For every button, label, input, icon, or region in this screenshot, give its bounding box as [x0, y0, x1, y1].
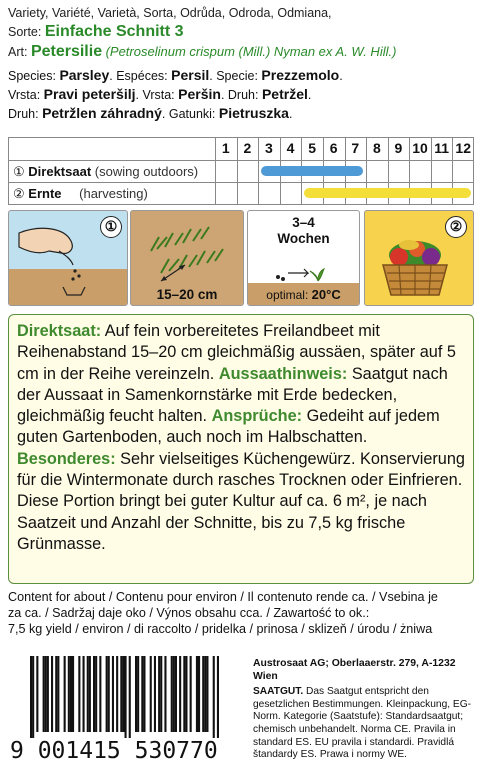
barcode-bar — [154, 656, 156, 732]
optimal-label: optimal: — [266, 288, 309, 302]
calendar-row-harvest — [13, 186, 148, 202]
barcode-bar — [164, 656, 166, 732]
barcode-bar — [99, 656, 101, 732]
keyword-besonderes: Besonderes: — [17, 449, 116, 468]
step-1-marker: ① — [100, 216, 122, 238]
barcode-bar — [70, 656, 72, 732]
keyword-ansprueche: Ansprüche: — [211, 407, 303, 426]
month-number: 10 — [412, 140, 428, 156]
month-number: 1 — [221, 140, 230, 156]
growing-calendar — [8, 137, 474, 205]
barcode-bar — [93, 656, 95, 732]
barcode-bar — [150, 656, 152, 732]
harvest-period-bar — [304, 188, 471, 198]
barcode-bar — [213, 656, 215, 738]
month-number: 8 — [372, 140, 381, 156]
barcode-bar — [57, 656, 59, 732]
barcode-bar — [183, 656, 185, 732]
instr-text: Sehr vielseitiges Küchengewürz. Konservierung für die Wintermonate durch rasches Trocknen oder Einfrieren. — [17, 449, 465, 490]
barcode-bar — [89, 656, 91, 732]
barcode-bar — [173, 656, 175, 732]
trans-label: Vrsta: — [142, 88, 175, 102]
barcode-bar — [87, 656, 89, 732]
trans-label: Vrsta: — [8, 88, 41, 102]
barcode-bar — [158, 656, 160, 732]
barcode-bar — [185, 656, 187, 732]
barcode-bar — [122, 656, 124, 732]
trans-value: Persil — [171, 67, 210, 83]
barcode-bar — [190, 656, 192, 732]
barcode-bar — [202, 656, 204, 732]
barcode — [8, 654, 242, 764]
trans-label: Specie: — [216, 69, 258, 83]
barcode-bar — [206, 656, 208, 732]
instr-text: Auf fein vorbereitetes Freilandbeet mit Reihenabstand 15–20 cm gleichmäßig aussäen, später auf 5 cm in der Reihe vereinzeln. — [17, 322, 456, 383]
trans-label: Species: — [8, 69, 56, 83]
translation-row-1: Species: Parsley. Espéces: Persil. Specie: Prezzemolo. — [8, 67, 343, 83]
month-number: 6 — [329, 140, 338, 156]
barcode-bar — [72, 656, 74, 732]
barcode-bar — [137, 656, 139, 732]
barcode-bar — [95, 656, 97, 732]
spacing-label: 15–20 cm — [156, 287, 218, 302]
month-number: 12 — [455, 140, 471, 156]
barcode-bar — [51, 656, 53, 732]
barcode-bar — [83, 656, 85, 732]
content-note — [8, 590, 478, 637]
trans-value: Parsley — [59, 67, 110, 83]
saatgut-label: SAATGUT. — [253, 686, 304, 698]
seed-header — [8, 6, 476, 125]
germination-pictogram — [247, 210, 360, 306]
barcode-bar — [108, 656, 110, 732]
optimal-value: 20°C — [311, 287, 341, 302]
footer — [8, 654, 476, 764]
instr-text: Gedeiht auf jedem guten Gartenboden, auch noch im Halbschatten. — [17, 407, 440, 447]
species-name: Petersilie — [30, 43, 103, 60]
instructions-box — [8, 314, 474, 584]
barcode-bar — [175, 656, 177, 732]
variety-row — [8, 24, 476, 44]
barcode-bar — [125, 656, 127, 738]
barcode-bar — [55, 656, 57, 732]
languages-text: Variety, Variété, Varietà, Sorta, Odrůda, Odroda, Odmiana, — [8, 6, 332, 20]
barcode-bar — [143, 656, 145, 732]
barcode-bar — [120, 656, 122, 732]
instructions-paragraph — [17, 321, 465, 491]
barcode-bar — [32, 656, 34, 738]
trans-label: Druh: — [227, 88, 259, 102]
row-marker: ① — [13, 164, 25, 179]
barcode-bar — [78, 656, 80, 732]
keyword-direktsaat: Direktsaat: — [17, 322, 102, 340]
barcode-bar — [64, 656, 66, 732]
yield-paragraph: Diese Portion bringt bei guter Kultur auf ca. 6 m², je nach Saatzeit und Anzahl der Schnitte, bis zu 7,5 kg frische Grünmasse. — [17, 492, 427, 553]
barcode-bar — [160, 656, 162, 732]
month-number: 2 — [243, 140, 252, 156]
languages-line — [8, 6, 476, 23]
month-number: 5 — [308, 140, 317, 156]
legal-text: Das Saatgut entspricht den gesetzlichen Bestimmungen. Kleinpackung, EG-Norm. Kategorie (Saatstufe): Standardsaatgut; chemisch unbehandelt. Norma CE. Pravila in standard ES. EU pravila i standardi. Pravidlá štandardy ES. Prawa i normy WE. — [253, 686, 472, 761]
trans-value: Prezzemolo — [261, 67, 340, 83]
month-number: 3 — [265, 140, 273, 156]
variety-name: Einfache Schnitt 3 — [44, 23, 184, 40]
barcode-bar — [30, 656, 32, 738]
barcode-bar — [129, 656, 131, 738]
row-label: Ernte — [28, 186, 62, 201]
trans-label: Gatunki: — [168, 107, 216, 121]
row-sub: (sowing outdoors) — [94, 164, 199, 179]
company-name: Austrosaat AG; Oberlaaerstr. 279, A-1232 Wien — [253, 658, 456, 682]
translation-row-3: Druh: Petržlen záhradný. Gatunki: Pietruszka. — [8, 105, 293, 121]
variety-label: Sorte: — [8, 25, 42, 39]
company-text — [253, 686, 481, 762]
row-label: Direktsaat — [28, 164, 92, 179]
optimal-temp — [248, 287, 359, 302]
keyword-aussaathinweis: Aussaathinweis: — [218, 364, 348, 383]
month-number: 4 — [286, 140, 295, 156]
barcode-bar — [135, 656, 137, 732]
calendar-row-sowing — [13, 164, 198, 180]
barcode-bar — [68, 656, 70, 732]
translation-row-2: Vrsta: Pravi peteršilj. Vrsta: Peršin. Druh: Petržel. — [8, 86, 312, 102]
step-2-marker: ② — [445, 216, 467, 238]
barcode-bar — [106, 656, 108, 732]
content-line: za ca. / Sadržaj daje oko / Výnos obsahu cca. / Zawartość to ok.: — [8, 605, 370, 620]
barcode-bar — [204, 656, 206, 732]
pictogram-strip — [8, 210, 474, 308]
barcode-bar — [179, 656, 181, 732]
trans-value: Pravi peteršilj — [43, 86, 136, 102]
trans-label: Druh: — [8, 107, 39, 121]
content-line: 7,5 kg yield / environ / di raccolto / pridelka / prinosa / sklizeň / úrodu / żniwa — [8, 621, 433, 636]
barcode-bar — [217, 656, 219, 738]
company-info — [253, 658, 481, 762]
row-marker: ② — [13, 186, 25, 201]
barcode-bar — [112, 656, 114, 732]
barcode-bar — [116, 656, 118, 732]
barcode-digits: 9 001415 530770 — [10, 738, 218, 764]
month-number: 7 — [351, 140, 360, 156]
row-sub: (harvesting) — [79, 186, 148, 201]
barcode-bar — [198, 656, 200, 732]
spacing-pictogram — [130, 210, 244, 306]
month-number: 11 — [434, 140, 450, 156]
trans-value: Petržel — [261, 86, 308, 102]
barcode-bar — [43, 656, 45, 732]
species-label: Art: — [8, 45, 28, 59]
weeks-label: Wochen — [277, 231, 330, 246]
calendar-grid — [215, 138, 474, 204]
instr-text: Saatgut nach der Aussaat in Samenkornstärke mit Erde bedecken, gleichmäßig feucht halten. — [17, 364, 448, 426]
content-line: Content for about / Contenu pour environ / Il contenuto rende ca. / Vsebina je — [8, 590, 438, 604]
species-row — [8, 44, 476, 64]
barcode-bar — [45, 656, 47, 732]
sowing-period-bar — [261, 166, 363, 176]
sowing-pictogram — [8, 210, 128, 306]
barcode-bar — [36, 656, 38, 732]
barcode-bar — [196, 656, 198, 732]
harvest-pictogram — [364, 210, 474, 306]
barcode-bar — [141, 656, 143, 732]
trans-value: Peršin — [178, 86, 221, 102]
trans-label: Espéces: — [116, 69, 168, 83]
species-latin: (Petroselinum crispum (Mill.) Nyman ex A. W. Hill.) — [105, 44, 397, 59]
month-number: 9 — [394, 140, 403, 156]
weeks-value: 3–4 — [292, 215, 315, 230]
barcode-bar — [47, 656, 49, 732]
barcode-bar — [171, 656, 173, 732]
trans-value: Pietruszka — [218, 105, 289, 121]
trans-value: Petržlen záhradný — [42, 105, 162, 121]
